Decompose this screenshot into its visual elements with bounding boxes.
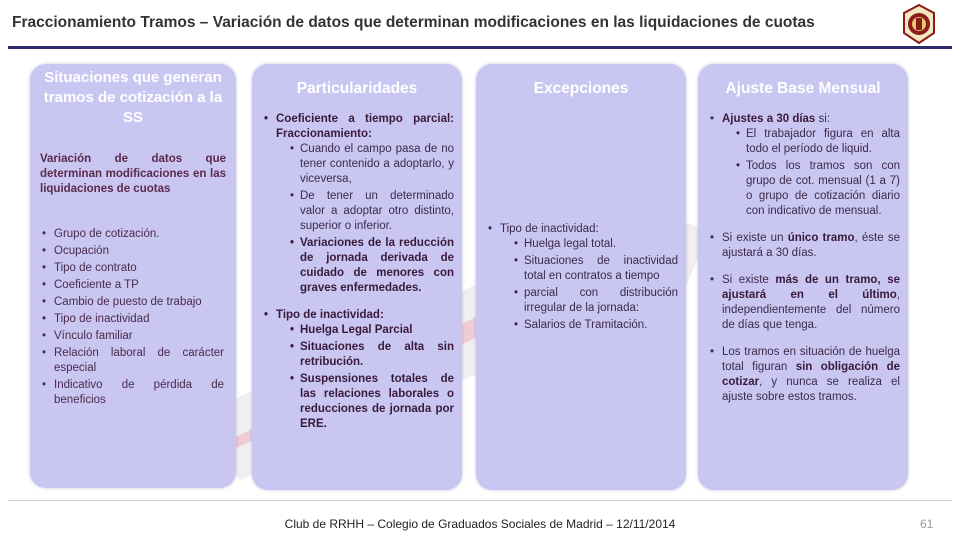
list-item: • Cambio de puesto de trabajo: [40, 295, 224, 310]
card-ajuste-body: [698, 98, 908, 405]
list-item: • Todos los tramos son con grupo de cot. mensual (1 a 7) o grupo de cotización diario con indicativo de mensual.: [734, 159, 900, 219]
list-item: • Ocupación: [40, 244, 224, 259]
card-particularidades-body: [252, 98, 462, 432]
list-item: • parcial con distribución irregular de la jornada:: [512, 286, 678, 316]
card-situaciones: [30, 64, 236, 488]
list-item: • Salarios de Tramitación.: [512, 318, 678, 333]
title-underline: [8, 46, 952, 49]
list-item: • Tipo de inactividad: [40, 312, 224, 327]
list-item: • Tipo de contrato: [40, 261, 224, 276]
item-text: Si existe: [722, 274, 776, 286]
list-item: • Indicativo de pérdida de beneficios: [40, 378, 224, 408]
page-number: 61: [920, 517, 934, 531]
list-item: • Situaciones de inactividad total en contratos a tiempo: [512, 254, 678, 284]
item-text: Tipo de inactividad:: [276, 309, 384, 321]
list-item: • El trabajador figura en alta todo el período de liquid.: [734, 127, 900, 157]
list-item: • Relación laboral de carácter especial: [40, 346, 224, 376]
list-item: • Suspensiones totales de las relaciones laborales o reducciones de jornada por ERE.: [288, 372, 454, 432]
item-bold: Ajustes a 30 días: [722, 113, 816, 125]
item-bold: más de un tramo, se ajustará en el último: [722, 274, 900, 301]
item-bold: sin obligación de cotizar: [722, 361, 900, 388]
list-item: [708, 345, 900, 405]
list-item: [708, 231, 900, 261]
slide-header: [0, 0, 960, 48]
card-particularidades: [252, 64, 462, 490]
footer-text: Club de RRHH – Colegio de Graduados Sociales de Madrid – 12/11/2014: [284, 517, 676, 531]
list-item: • Huelga legal total.: [512, 237, 678, 252]
list-item: • Huelga Legal Parcial: [288, 323, 454, 338]
item-text: Si existe un: [722, 232, 788, 244]
item-text: , y nunca se realiza el ajuste sobre estos tramos.: [722, 376, 900, 403]
list-item: [486, 222, 678, 333]
card-excepciones: [476, 64, 686, 490]
item-text: Los tramos en situación de huelga total figuran: [722, 346, 900, 373]
item-text: Tipo de inactividad:: [500, 223, 599, 235]
list-item: • Situaciones de alta sin retribución.: [288, 340, 454, 370]
card-ajuste-base: [698, 64, 908, 490]
list-item: • De tener un determinado valor a adoptar otro distinto, superior o inferior.: [288, 189, 454, 234]
card-ajuste-title: Ajuste Base Mensual: [725, 80, 881, 97]
item-text: , independientemente del número de días que tenga.: [722, 289, 900, 331]
situaciones-list: [40, 227, 224, 408]
footer-divider: [8, 500, 952, 501]
card-excepciones-title: Excepciones: [533, 80, 629, 97]
slide-title: Fraccionamiento Tramos – Variación de datos que determinan modificaciones en las liquidaciones de cuotas: [12, 14, 815, 31]
card-excepciones-body: [476, 98, 686, 333]
list-item: • Grupo de cotización.: [40, 227, 224, 242]
item-bold: único tramo: [787, 232, 855, 244]
item-text: Coeficiente a tiempo parcial: Fraccionamiento:: [276, 113, 454, 140]
item-text: si:: [815, 113, 831, 125]
college-seal-icon: [898, 3, 940, 45]
list-item: [262, 112, 454, 296]
item-text: , éste se ajustará a 30 días.: [722, 232, 901, 259]
list-item: • Cuando el campo pasa de no tener contenido a adoptarlo, y viceversa,: [288, 142, 454, 187]
card-situaciones-intro: Variación de datos que determinan modificaciones en las liquidaciones de cuotas: [40, 153, 226, 195]
list-item: [708, 273, 900, 333]
card-particularidades-title: Particularidades: [296, 80, 418, 97]
card-situaciones-title: Situaciones que generan tramos de cotización a la SS: [43, 69, 223, 126]
list-item: • Vínculo familiar: [40, 329, 224, 344]
list-item: [262, 308, 454, 432]
list-item: [708, 112, 900, 219]
list-item: • Coeficiente a TP: [40, 278, 224, 293]
list-item: • Variaciones de la reducción de jornada derivada de cuidado de menores con graves enfermedades.: [288, 236, 454, 296]
